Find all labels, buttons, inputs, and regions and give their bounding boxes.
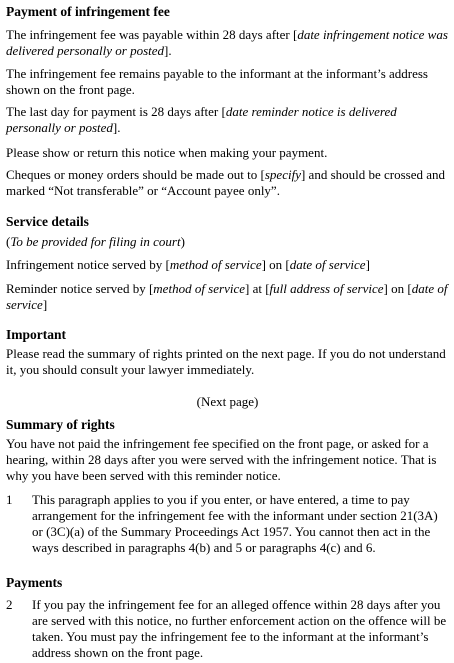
service-note: (To be provided for filing in court) [6,234,185,249]
item-number: 1 [6,492,13,507]
important-heading: Important [6,327,66,342]
rights-heading: Summary of rights [6,417,115,432]
payment-paragraph-3: The last day for payment is 28 days after [date reminder notice is delivered personally or posted]. [6,104,397,135]
payment-heading: Payment of infringement fee [6,4,170,19]
rights-intro: You have not paid the infringement fee specified on the front page, or asked for a hearing, within 28 days after you were served with the infringement notice. That is why you have been served with this reminder notice. [6,436,437,483]
payment-paragraph-2: The infringement fee remains payable to the informant at the informant’s address shown on the front page. [6,66,428,97]
item-number: 2 [6,597,13,612]
item-text: This paragraph applies to you if you enter, or have entered, a time to pay arrangement for the infringement fee with the informant under section 21(3A) or (3C)(a) of the Summary Proceedings Act 1957. You cannot then act in the ways described in paragraphs 4(b) and 5 or paragraphs 4(c) and 6. [32,492,438,555]
service-line-2: Reminder notice served by [method of service] at [full address of service] on [date of service] [6,281,448,312]
payments-heading: Payments [6,575,63,590]
payment-paragraph-1: The infringement fee was payable within 28 days after [date infringement notice was delivered personally or posted]. [6,27,448,58]
service-heading: Service details [6,214,89,229]
service-line-1: Infringement notice served by [method of service] on [date of service] [6,257,370,272]
item-text: If you pay the infringement fee for an alleged offence within 28 days after you are served with this notice, no further enforcement action on the offence will be taken. You must pay the infringement fee to the informant at the informant’s address shown on the front page. [32,597,447,660]
important-text: Please read the summary of rights printed on the next page. If you do not understand it, you should consult your lawyer immediately. [6,346,446,377]
payment-paragraph-5: Cheques or money orders should be made out to [specify] and should be crossed and marked “Not transferable” or “Account payee only”. [6,167,446,198]
next-page-label: (Next page) [196,394,259,409]
payment-paragraph-4: Please show or return this notice when making your payment. [6,145,328,160]
